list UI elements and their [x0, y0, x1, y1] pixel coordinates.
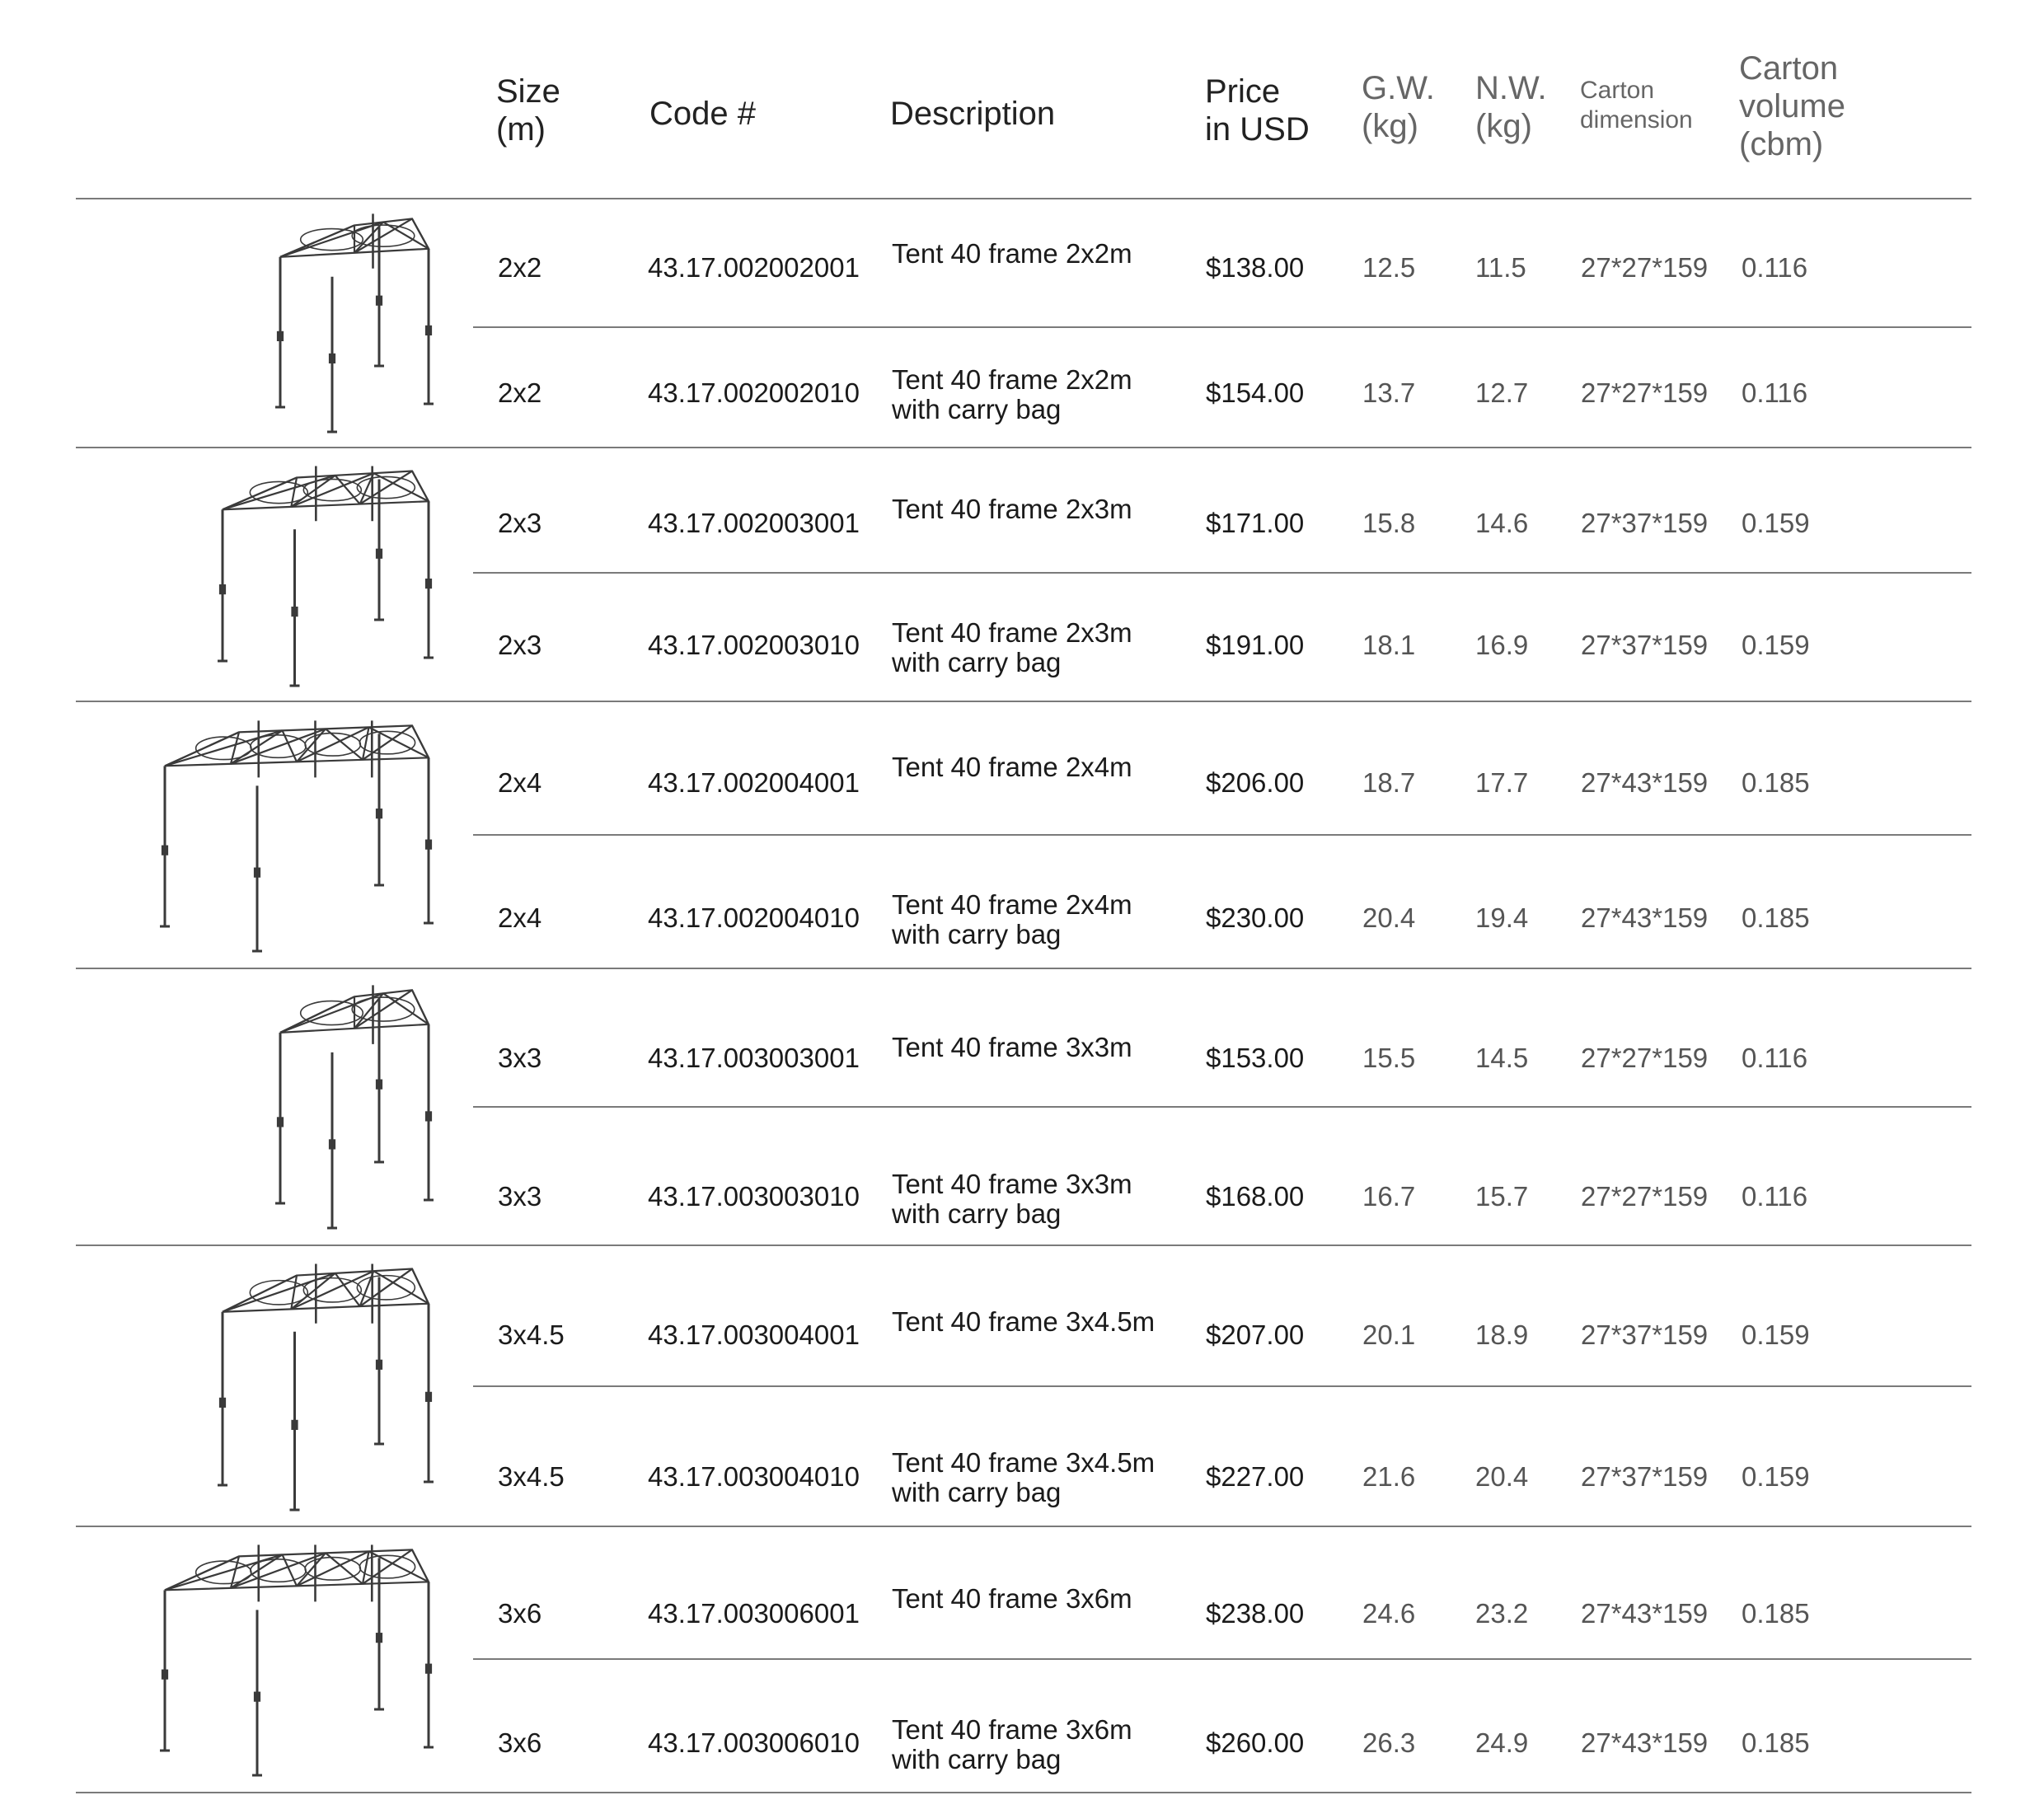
cell-price: $191.00: [1206, 630, 1305, 660]
header-code: Code #: [649, 96, 756, 132]
cell-net-weight: 23.2: [1475, 1598, 1529, 1629]
cell-code: 43.17.002003001: [648, 508, 860, 538]
cell-description: Tent 40 frame 2x2m: [892, 238, 1132, 269]
cell-description: Tent 40 frame 2x4m: [892, 752, 1132, 782]
cell-net-weight: 14.6: [1475, 508, 1529, 538]
header-carton-dimension: Carton dimension: [1580, 77, 1693, 134]
cell-price: $153.00: [1206, 1043, 1305, 1073]
cell-description: Tent 40 frame 2x4m with carry bag: [892, 889, 1132, 949]
cell-description: Tent 40 frame 2x3m: [892, 494, 1132, 524]
cell-code: 43.17.003006010: [648, 1727, 860, 1758]
cell-net-weight: 24.9: [1475, 1727, 1529, 1758]
cell-net-weight: 12.7: [1475, 377, 1529, 408]
cell-price: $260.00: [1206, 1727, 1305, 1758]
cell-code: 43.17.003006001: [648, 1598, 860, 1629]
cell-price: $230.00: [1206, 902, 1305, 933]
tent-frame-3x6-icon: [99, 1535, 445, 1787]
cell-net-weight: 19.4: [1475, 902, 1529, 933]
tent-frame-2x2-icon: [99, 204, 445, 443]
cell-code: 43.17.002002001: [648, 252, 860, 283]
cell-carton-dimension: 27*43*159: [1581, 767, 1709, 798]
header-price: Price in USD: [1205, 73, 1310, 148]
cell-size: 3x4.5: [498, 1319, 565, 1350]
row-divider: [473, 1106, 1971, 1108]
group-divider: [76, 968, 1971, 969]
cell-price: $171.00: [1206, 508, 1305, 538]
header-divider: [76, 198, 1971, 199]
cell-size: 3x6: [498, 1598, 542, 1629]
row-divider: [473, 1658, 1971, 1660]
header-net-weight: N.W. (kg): [1475, 70, 1547, 144]
cell-gross-weight: 26.3: [1362, 1727, 1416, 1758]
cell-price: $238.00: [1206, 1598, 1305, 1629]
cell-code: 43.17.003003001: [648, 1043, 860, 1073]
cell-size: 2x2: [498, 252, 542, 283]
tent-frame-3x3-icon: [99, 974, 445, 1240]
cell-gross-weight: 20.4: [1362, 902, 1416, 933]
cell-carton-dimension: 27*27*159: [1581, 377, 1709, 408]
cell-size: 2x2: [498, 377, 542, 408]
header-size: Size (m): [496, 73, 560, 148]
cell-code: 43.17.003004001: [648, 1319, 860, 1350]
cell-price: $138.00: [1206, 252, 1305, 283]
tent-frame-2x4-icon: [99, 710, 445, 963]
cell-carton-volume: 0.116: [1742, 1043, 1808, 1073]
cell-net-weight: 11.5: [1475, 252, 1526, 283]
cell-net-weight: 17.7: [1475, 767, 1529, 798]
cell-carton-dimension: 27*43*159: [1581, 1598, 1709, 1629]
cell-carton-volume: 0.116: [1742, 377, 1808, 408]
group-divider: [76, 447, 1971, 448]
cell-code: 43.17.003003010: [648, 1181, 860, 1212]
cell-carton-volume: 0.185: [1742, 902, 1810, 933]
cell-gross-weight: 20.1: [1362, 1319, 1416, 1350]
cell-carton-volume: 0.185: [1742, 1598, 1810, 1629]
cell-code: 43.17.002002010: [648, 377, 860, 408]
cell-net-weight: 14.5: [1475, 1043, 1529, 1073]
cell-carton-dimension: 27*43*159: [1581, 902, 1709, 933]
cell-carton-dimension: 27*27*159: [1581, 252, 1709, 283]
cell-carton-volume: 0.185: [1742, 767, 1810, 798]
cell-carton-dimension: 27*37*159: [1581, 630, 1709, 660]
cell-description: Tent 40 frame 2x2m with carry bag: [892, 364, 1132, 424]
cell-gross-weight: 15.5: [1362, 1043, 1416, 1073]
header-gross-weight: G.W. (kg): [1362, 70, 1435, 144]
cell-carton-dimension: 27*37*159: [1581, 1319, 1709, 1350]
group-divider: [76, 1792, 1971, 1793]
cell-size: 3x3: [498, 1181, 542, 1212]
cell-gross-weight: 16.7: [1362, 1181, 1416, 1212]
cell-size: 2x3: [498, 508, 542, 538]
cell-description: Tent 40 frame 2x3m with carry bag: [892, 617, 1132, 677]
cell-size: 2x3: [498, 630, 542, 660]
cell-carton-volume: 0.185: [1742, 1727, 1810, 1758]
cell-gross-weight: 15.8: [1362, 508, 1416, 538]
header-description: Description: [890, 96, 1056, 132]
row-divider: [473, 1385, 1971, 1387]
cell-net-weight: 15.7: [1475, 1181, 1529, 1212]
cell-price: $207.00: [1206, 1319, 1305, 1350]
cell-price: $206.00: [1206, 767, 1305, 798]
tent-frame-2x3-icon: [99, 457, 445, 697]
cell-carton-volume: 0.116: [1742, 252, 1808, 283]
row-divider: [473, 326, 1971, 328]
row-divider: [473, 834, 1971, 836]
row-divider: [473, 572, 1971, 574]
tent-frame-3x4.5-icon: [99, 1253, 445, 1521]
cell-carton-volume: 0.159: [1742, 1461, 1810, 1492]
cell-description: Tent 40 frame 3x3m with carry bag: [892, 1169, 1132, 1229]
cell-gross-weight: 12.5: [1362, 252, 1416, 283]
cell-carton-volume: 0.159: [1742, 1319, 1810, 1350]
cell-carton-dimension: 27*37*159: [1581, 508, 1709, 538]
cell-description: Tent 40 frame 3x4.5m: [892, 1306, 1156, 1337]
group-divider: [76, 1244, 1971, 1246]
cell-carton-volume: 0.116: [1742, 1181, 1808, 1212]
cell-code: 43.17.003004010: [648, 1461, 860, 1492]
cell-carton-dimension: 27*27*159: [1581, 1043, 1709, 1073]
cell-code: 43.17.002004010: [648, 902, 860, 933]
cell-size: 2x4: [498, 902, 542, 933]
cell-gross-weight: 13.7: [1362, 377, 1416, 408]
cell-size: 3x4.5: [498, 1461, 565, 1492]
cell-carton-dimension: 27*43*159: [1581, 1727, 1709, 1758]
cell-description: Tent 40 frame 3x6m: [892, 1583, 1132, 1614]
cell-size: 3x3: [498, 1043, 542, 1073]
cell-gross-weight: 21.6: [1362, 1461, 1416, 1492]
cell-price: $227.00: [1206, 1461, 1305, 1492]
header-carton-volume: Carton volume (cbm): [1739, 50, 1845, 162]
cell-gross-weight: 24.6: [1362, 1598, 1416, 1629]
cell-size: 3x6: [498, 1727, 542, 1758]
cell-price: $154.00: [1206, 377, 1305, 408]
cell-carton-dimension: 27*27*159: [1581, 1181, 1709, 1212]
cell-carton-volume: 0.159: [1742, 630, 1810, 660]
cell-description: Tent 40 frame 3x4.5m with carry bag: [892, 1447, 1156, 1507]
cell-net-weight: 16.9: [1475, 630, 1529, 660]
cell-gross-weight: 18.7: [1362, 767, 1416, 798]
cell-code: 43.17.002004001: [648, 767, 860, 798]
group-divider: [76, 1526, 1971, 1527]
group-divider: [76, 701, 1971, 702]
cell-net-weight: 20.4: [1475, 1461, 1529, 1492]
cell-code: 43.17.002003010: [648, 630, 860, 660]
cell-gross-weight: 18.1: [1362, 630, 1416, 660]
cell-description: Tent 40 frame 3x6m with carry bag: [892, 1714, 1132, 1774]
cell-carton-dimension: 27*37*159: [1581, 1461, 1709, 1492]
cell-description: Tent 40 frame 3x3m: [892, 1032, 1132, 1062]
cell-net-weight: 18.9: [1475, 1319, 1529, 1350]
cell-price: $168.00: [1206, 1181, 1305, 1212]
cell-carton-volume: 0.159: [1742, 508, 1810, 538]
cell-size: 2x4: [498, 767, 542, 798]
